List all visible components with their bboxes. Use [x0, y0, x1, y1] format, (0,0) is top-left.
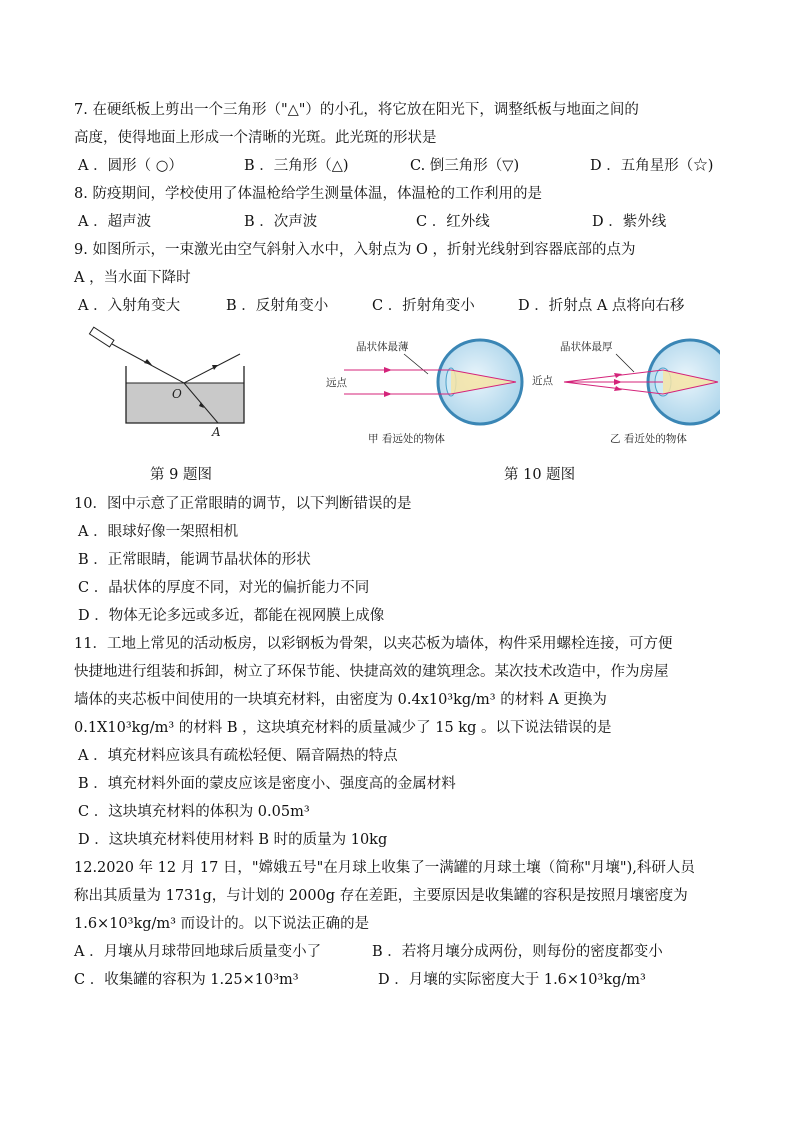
q7-option-a: A ．圆形（ ○） — [78, 158, 183, 174]
figure-9-refraction-diagram — [80, 326, 260, 446]
q9-option-a: A ．入射角变大 — [78, 298, 181, 314]
q12-option-a: A ．月壤从月球带回地球后质量变小了 — [74, 944, 322, 960]
q11-option-d: D ．这块填充材料使用材料 B 时的质量为 10kg — [78, 832, 388, 848]
q12-option-d: D ．月壤的实际密度大于 1.6×10³kg/m³ — [378, 972, 646, 988]
q8-stem: 8. 防疫期间，学校使用了体温枪给学生测量体温，体温枪的工作利用的是 — [74, 186, 542, 202]
label-lens-thickest: 晶状体最厚 — [560, 341, 613, 353]
q9-options — [0, 296, 794, 316]
q7-option-d: D ．五角星形（☆) — [590, 158, 714, 174]
q12-stem-line3: 1.6×10³kg/m³ 而设计的。以下说法正确的是 — [74, 916, 370, 932]
q11-stem-line3: 墙体的夹芯板中间使用的一块填充材料，由密度为 0.4x10³kg/m³ 的材料 A 更换为 — [74, 692, 607, 708]
q12-stem-line1: 12.2020 年 12 月 17 日，"嫦娥五号"在月球上收集了一满罐的月球土壤（简称"月壤"),科研人员 — [74, 860, 695, 876]
q7-options — [0, 156, 794, 176]
q8-options — [0, 212, 794, 232]
q9-stem-line1: 9. 如图所示，一束激光由空气斜射入水中，入射点为 O ，折射光线射到容器底部的点为 — [74, 242, 636, 258]
q10-stem: 10．图中示意了正常眼睛的调节，以下判断错误的是 — [74, 496, 412, 512]
q9-option-c: C ．折射角变小 — [372, 298, 475, 314]
q10-option-d: D ．物体无论多远或多近，都能在视网膜上成像 — [78, 608, 385, 624]
water-region — [126, 383, 244, 423]
point-a-label: A — [212, 425, 221, 439]
incident-arrow-icon — [144, 359, 152, 365]
q12-options-row2 — [0, 970, 794, 990]
eye-far-view — [326, 340, 522, 445]
q10-option-a: A ．眼球好像一架照相机 — [78, 524, 239, 540]
q12-options-row1 — [0, 942, 794, 962]
caption-far-view: 甲 看远处的物体 — [368, 433, 445, 445]
q11-stem-line4: 0.1X10³kg/m³ 的材料 B ，这块填充材料的质量减少了 15 kg 。以下说法错误的是 — [74, 720, 612, 736]
q11-option-a: A ．填充材料应该具有疏松轻便、隔音隔热的特点 — [78, 748, 398, 764]
laser-pointer-icon — [89, 327, 113, 347]
reflected-ray — [184, 354, 240, 383]
q11-stem-line1: 11．工地上常见的活动板房，以彩钢板为骨架，以夹芯板为墙体，构件采用螺栓连接，可方便 — [74, 636, 673, 652]
q9-stem-line2: A ，当水面下降时 — [74, 270, 191, 286]
point-o-label: O — [172, 387, 182, 401]
label-far-point: 远点 — [326, 377, 347, 389]
q9-option-d: D ．折射点 A 点将向右移 — [518, 298, 685, 314]
q12-option-c: C ．收集罐的容积为 1.25×10³m³ — [74, 972, 299, 988]
q7-option-c: C. 倒三角形（▽) — [410, 158, 520, 174]
q10-option-c: C ．晶状体的厚度不同，对光的偏折能力不同 — [78, 580, 370, 596]
q11-option-c: C ．这块填充材料的体积为 0.05m³ — [78, 804, 310, 820]
q11-stem-line2: 快捷地进行组装和拆卸，树立了环保节能、快捷高效的建筑理念。某次技术改造中，作为房屋 — [74, 664, 669, 680]
q8-option-a: A ．超声波 — [78, 214, 152, 230]
q7-stem-line2: 高度，使得地面上形成一个清晰的光斑。此光斑的形状是 — [74, 130, 437, 146]
label-near-point: 近点 — [532, 375, 553, 387]
q7-option-b: B ．三角形（△) — [244, 158, 349, 174]
q9-option-b: B ．反射角变小 — [226, 298, 329, 314]
figure-10-caption: 第 10 题图 — [504, 467, 576, 483]
q11-option-b: B ．填充材料外面的蒙皮应该是密度小、强度高的金属材料 — [78, 776, 456, 792]
label-lens-thinnest: 晶状体最薄 — [356, 341, 409, 353]
figure-10-eye-diagram — [320, 330, 720, 450]
q10-option-b: B ．正常眼睛，能调节晶状体的形状 — [78, 552, 311, 568]
q12-stem-line2: 称出其质量为 1731g，与计划的 2000g 存在差距，主要原因是收集罐的容积是按照月壤密度为 — [74, 888, 688, 904]
caption-near-view: 乙 看近处的物体 — [610, 433, 687, 445]
q7-stem-line1: 7. 在硬纸板上剪出一个三角形（"△"）的小孔，将它放在阳光下，调整纸板与地面之间的 — [74, 102, 639, 118]
q12-option-b: B ．若将月壤分成两份，则每份的密度都变小 — [372, 944, 663, 960]
eye-near-view — [532, 340, 720, 445]
figure-9-caption: 第 9 题图 — [150, 467, 212, 483]
q8-option-d: D ．紫外线 — [592, 214, 667, 230]
q8-option-b: B ．次声波 — [244, 214, 318, 230]
q8-option-c: C ．红外线 — [416, 214, 490, 230]
